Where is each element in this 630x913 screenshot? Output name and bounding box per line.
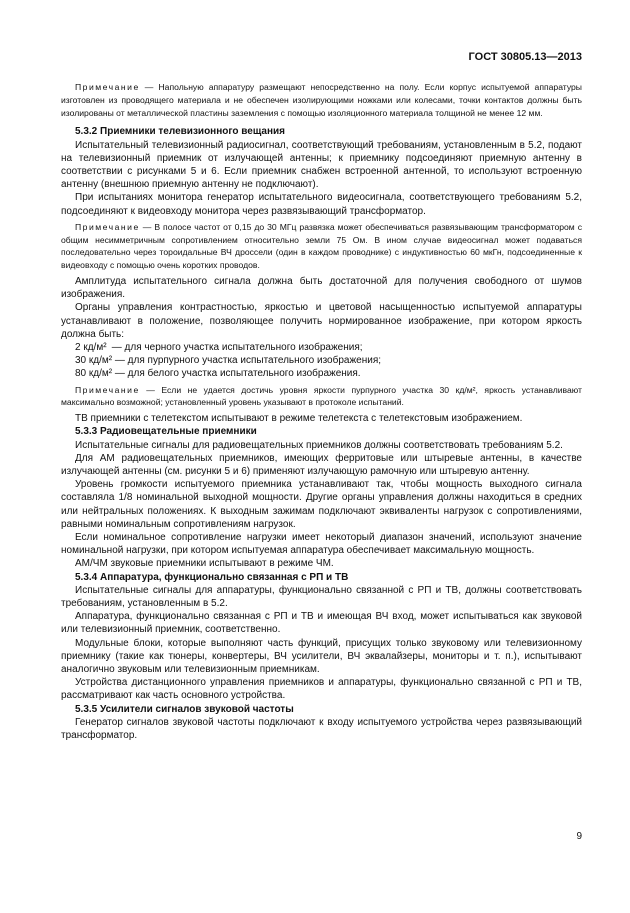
paragraph: Если номинальное сопротивление нагрузки имеет некоторый диапазон значений, используют значение номинальной нагрузки, при котором испытуемая аппаратура обеспечивает максимальную мощность. [61, 532, 582, 557]
paragraph: При испытаниях монитора генератор испытательного видеосигнала, соответствующего требованиям 5.2, подсоединяют к видеовходу монитора через развязывающий трансформатор. [61, 192, 582, 217]
luminance-text: — для белого участка испытательного изображения. [114, 368, 361, 380]
section-heading-5-3-2: 5.3.2 Приемники телевизионного вещания [75, 126, 285, 138]
luminance-value: 2 кд/м² [75, 342, 107, 354]
note-label: Примечание [75, 82, 140, 92]
luminance-value: 80 кд/м² [75, 368, 113, 380]
paragraph: Органы управления контрастностью, яркостью и цветовой насыщенностью испытуемой аппаратуры устанавливают в положение, позволяющее получить нормированное изображение, при котором яркость должна быть: [61, 302, 582, 340]
luminance-item [75, 367, 582, 380]
page-number: 9 [576, 831, 582, 842]
paragraph: Амплитуда испытательного сигнала должна быть достаточной для получения свободного от шумов изображения. [61, 276, 582, 301]
paragraph: Испытательные сигналы для радиовещательных приемников должны соответствовать требованиям 5.2. [75, 439, 563, 451]
luminance-text: — для пурпурного участка испытательного изображения; [114, 355, 382, 367]
luminance-text: — для черного участка испытательного изображения; [111, 342, 363, 354]
paragraph: Испытательный телевизионный радиосигнал, соответствующий требованиям, установленным в 5.2, подают на телевизионный приемник от излучающей антенны; к приемнику подсоединяют приемную антенну в соответствии с рисунками 5 и 6. Если приемник снабжен встроенной антенной, то используют встроенную антенну (внешнюю приемную антенну не подключают). [61, 139, 582, 191]
note [61, 384, 582, 410]
section-heading-5-3-4: 5.3.4 Аппаратура, функционально связанная с РП и ТВ [75, 571, 349, 583]
paragraph: Аппаратура, функционально связанная с РП и ТВ и имеющая ВЧ вход, может испытываться как звуковой или телевизионный приемник, соответственно. [61, 611, 582, 636]
luminance-value: 30 кд/м² [75, 355, 113, 367]
paragraph: Испытательные сигналы для аппаратуры, функционально связанной с РП и ТВ, должны соответствовать требованиям, установленным в 5.2. [61, 584, 582, 610]
section-heading-5-3-5: 5.3.5 Усилители сигналов звуковой частоты [75, 703, 294, 715]
page-body [61, 78, 582, 742]
luminance-item [75, 354, 582, 367]
paragraph: АМ/ЧМ звуковые приемники испытывают в режиме ЧМ. [75, 558, 334, 570]
document-id: ГОСТ 30805.13—2013 [468, 51, 582, 63]
paragraph: Для АМ радиовещательных приемников, имеющих ферритовые или штыревые антенны, в качестве излучающей антенны (см. рисунки 5 и 6) применяют излучающую рамочную или штыревую антенну. [61, 452, 582, 478]
paragraph: Устройства дистанционного управления приемников и аппаратуры, функционально связанной с РП и ТВ, рассматривают как часть основного устройства. [61, 677, 582, 702]
note [61, 221, 582, 272]
note-label: Примечание [75, 221, 140, 232]
paragraph: Генератор сигналов звуковой частоты подключают к входу испытуемого устройства через развязывающий трансформатор. [61, 716, 582, 742]
note-text: — В полосе частот от 0,15 до 30 МГц развязка может обеспечиваться развязывающим трансформатором с общим несимметричным сопротивлением относительно земли 75 Ом. В ином случае видеосигнал может подаваться последовательно через тороидальные ВЧ дроссели (один в каждом проводнике) с индуктивностью 60 мкГн, подсоединенные к видеовходу с помощью очень коротких проводов. [61, 221, 582, 271]
paragraph: Модульные блоки, которые выполняют часть функций, присущих только звуковому или телевизионному приемнику (такие как тюнеры, конвертеры, ВЧ усилители, ВЧ эквалайзеры, мониторы и т. п.), испытывают аналогично звуковым или телевизионным приемникам. [61, 637, 582, 676]
note [61, 81, 582, 119]
paragraph: ТВ приемники с телетекстом испытывают в режиме телетекста с телетекстовым изображением. [75, 413, 523, 425]
note-label: Примечание [75, 384, 140, 395]
paragraph: Уровень громкости испытуемого приемника устанавливают так, чтобы мощность выходного сигнала составляла 1/8 номинальной выходной мощности. Другие органы управления должны находиться в средних или нейтральных положениях. К выходным зажимам подключают эквиваленты нагрузок с сопротивлениями, равными номинальным сопротивлениям нагрузок. [61, 479, 582, 530]
section-heading-5-3-3: 5.3.3 Радиовещательные приемники [75, 426, 257, 438]
note-text: — Если не удается достичь уровня яркости пурпурного участка 30 кд/м², яркость устанавливают максимально возможной; установленный уровень указывают в протоколе испытаний. [61, 384, 582, 408]
note-text: — Напольную аппаратуру размещают непосредственно на полу. Если корпус испытуемой аппаратуры изготовлен из проводящего материала и не обеспечен изолирующими ножками или колесами, точки контактов должны быть изолированы от металлической пластины заземления с помощью изоляционного материала толщиной не менее 12 мм. [61, 82, 582, 118]
luminance-item [75, 341, 582, 354]
